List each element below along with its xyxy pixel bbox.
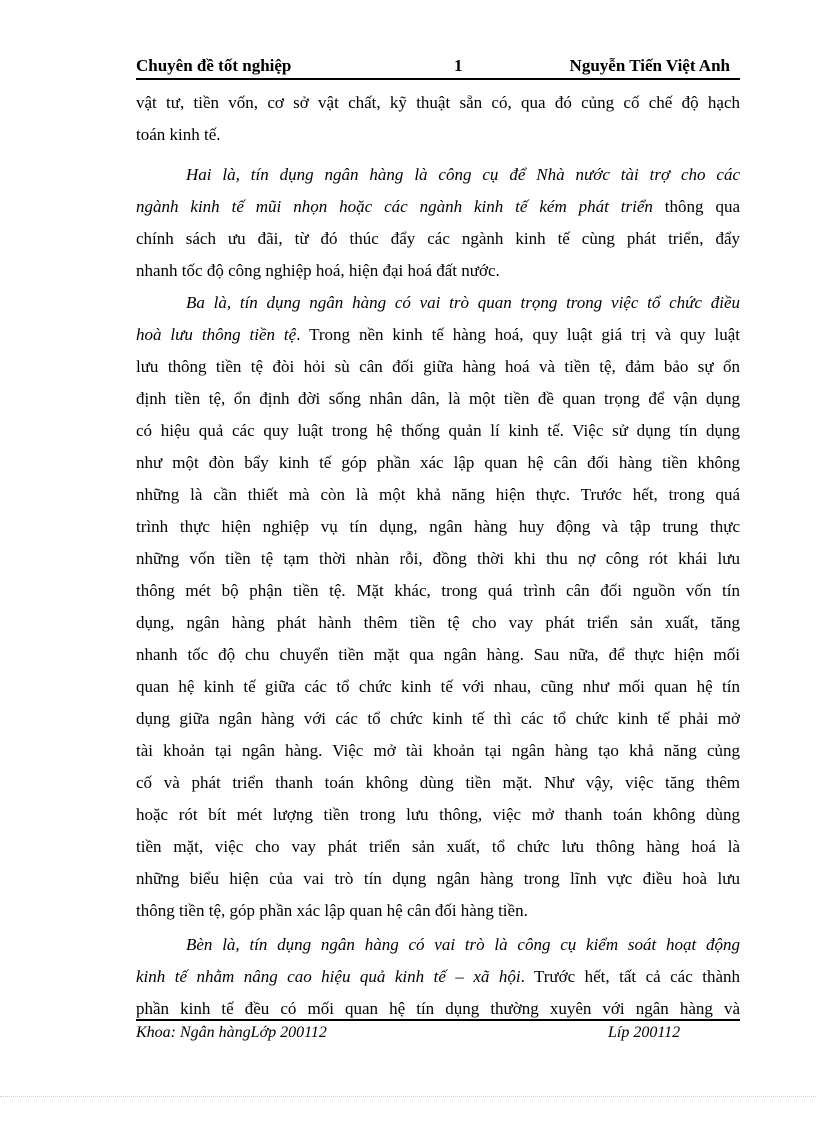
text-run: . Trước hết, tất cả các thành <box>520 967 740 986</box>
paragraph-heading-line: Ba là, tín dụng ngân hàng có vai trò quan trọng trong việc tổ chức điều <box>186 293 740 312</box>
text-line: thông tiền tệ, góp phần xác lập quan hệ cân đối hàng tiền. <box>136 901 528 920</box>
italic-phrase: hoà lưu thông tiền tệ <box>136 325 297 344</box>
text-line: có hiệu quả các quy luật trong hệ thống quản lí kinh tế. Việc sử dụng tín dụng <box>136 421 740 440</box>
text-line: định tiền tệ, ổn định đời sống nhân dân, là một tiền đề quan trọng để vận dụng <box>136 389 740 408</box>
text-line: quan hệ kinh tế giữa các tổ chức kinh tế với nhau, cũng như mối quan hệ tín <box>136 677 740 696</box>
text-line: dụng giữa ngân hàng với các tổ chức kinh tế thì các tổ chức kinh tế phải mở <box>136 709 740 728</box>
text-line: thông mét bộ phận tiền tệ. Mặt khác, trong quá trình cân đối nguồn vốn tín <box>136 581 740 600</box>
text-line: nhanh tốc độ công nghiệp hoá, hiện đại hoá đất nước. <box>136 261 500 280</box>
paragraph-heading-line: Bèn là, tín dụng ngân hàng có vai trò là công cụ kiểm soát hoạt động <box>186 935 740 954</box>
page-boundary-line <box>0 1096 816 1097</box>
text-line: toán kinh tế. <box>136 125 221 144</box>
text-line: những biểu hiện của vai trò tín dụng ngân hàng trong lĩnh vực điều hoà lưu <box>136 869 740 888</box>
text-run: . Trong nền kinh tế hàng hoá, quy luật giá trị và quy luật <box>296 325 740 344</box>
text-line: lưu thông tiền tệ đòi hỏi sù cân đối giữa hàng hoá và tiền tệ, đảm bảo sự ổn <box>136 357 740 376</box>
text-line: tài khoản tại ngân hàng. Việc mở tài khoản tại ngân hàng tạo khả năng củng <box>136 741 740 760</box>
text-line: tiền mặt, việc cho vay phát triển sản xuất, tổ chức lưu thông hàng hoá là <box>136 837 740 856</box>
text-line: như một đòn bẩy kinh tế góp phần xác lập quan hệ cân đối hàng tiền không <box>136 453 740 472</box>
text-line: nhanh tốc độ chu chuyển tiền mặt qua ngân hàng. Sau nữa, để thực hiện mối <box>136 645 740 664</box>
header-title: Chuyên đề tốt nghiệp <box>136 56 292 75</box>
text-line <box>136 320 740 350</box>
text-line: cố và phát triển thanh toán không dùng tiền mặt. Như vậy, việc tăng thêm <box>136 773 740 792</box>
text-line: vật tư, tiền vốn, cơ sở vật chất, kỹ thuật sẵn có, qua đó củng cố chế độ hạch <box>136 93 740 112</box>
page-number: 1 <box>454 56 463 75</box>
header-author: Nguyễn Tiến Việt Anh <box>569 56 730 75</box>
italic-phrase: kinh tế nhằm nâng cao hiệu quả kinh tế – xã hội <box>136 967 521 986</box>
text-line: chính sách ưu đãi, từ đó thúc đẩy các ngành kinh tế cùng phát triển, đẩy <box>136 229 740 248</box>
text-line: trình thực hiện nghiệp vụ tín dụng, ngân hàng huy động và tập trung thực <box>136 517 740 536</box>
text-line <box>136 192 740 222</box>
text-line: những là cần thiết mà còn là một khả năng hiện thực. Trước hết, trong quá <box>136 485 740 504</box>
text-line: hoặc rót bít mét lượng tiền trong lưu thông, việc mở thanh toán không dùng <box>136 805 740 824</box>
text-line: phần kinh tế đều có mối quan hệ tín dụng thường xuyên với ngân hàng và <box>136 999 740 1018</box>
footer-faculty: Khoa: Ngân hàngLớp 200112 <box>136 1024 327 1041</box>
footer-class: Líp 200112 <box>608 1024 681 1041</box>
page-header <box>136 52 740 80</box>
text-run: thông qua <box>652 197 740 216</box>
paragraph-heading-line: Hai là, tín dụng ngân hàng là công cụ để Nhà nước tài trợ cho các <box>186 165 740 184</box>
text-line: dụng, ngân hàng phát hành thêm tiền tệ cho vay phát triển sản xuất, tăng <box>136 613 740 632</box>
text-line <box>136 962 740 992</box>
text-line: những vốn tiền tệ tạm thời nhàn rỗi, đồng thời khi thu nợ công rót khái lưu <box>136 549 740 568</box>
footer-divider <box>136 1019 740 1021</box>
italic-phrase: ngành kinh tế mũi nhọn hoặc các ngành kinh tế kém phát triển <box>136 197 653 216</box>
